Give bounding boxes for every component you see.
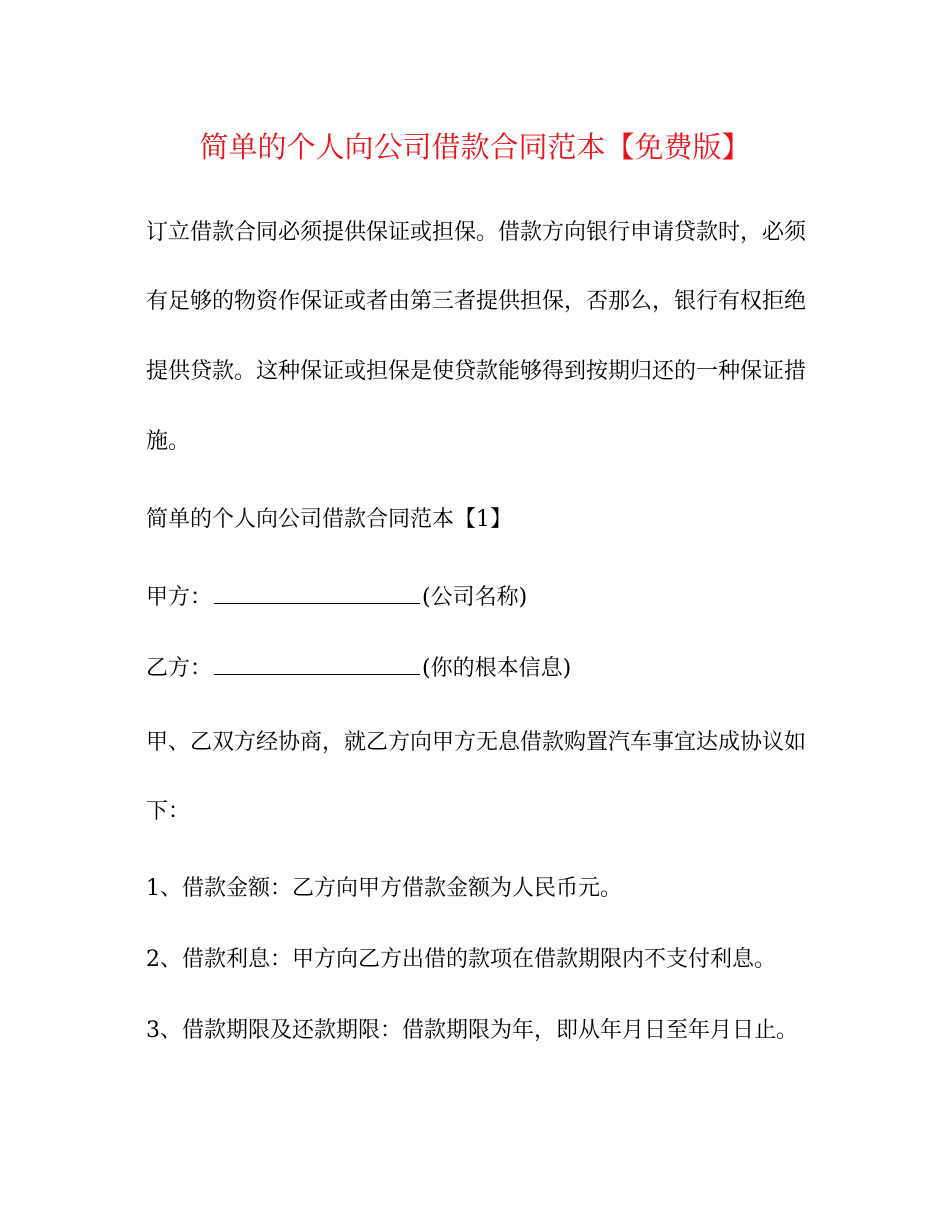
party-b-line — [146, 654, 571, 684]
clause-3: 3、借款期限及还款期限：借款期限为年，即从年月日至年月日止。 — [146, 1018, 798, 1043]
agreement-line-1: 甲、乙双方经协商，就乙方向甲方无息借款购置汽车事宜达成协议如 — [146, 730, 807, 755]
party-a-label: 甲方： — [146, 585, 213, 610]
party-a-line — [146, 583, 527, 613]
intro-line-2: 有足够的物资作保证或者由第三者提供担保，否那么，银行有权拒绝 — [146, 289, 807, 314]
clause-1: 1、借款金额：乙方向甲方借款金额为人民币元。 — [146, 876, 622, 901]
party-b-blank — [214, 654, 420, 675]
intro-line-3: 提供贷款。这种保证或担保是使贷款能够得到按期归还的一种保证措 — [146, 359, 807, 384]
party-b-label: 乙方： — [146, 656, 213, 681]
document-title: 简单的个人向公司借款合同范本【免费版】 — [199, 130, 751, 164]
party-b-note: (你的根本信息) — [422, 656, 572, 681]
sample-heading: 简单的个人向公司借款合同范本【1】 — [146, 507, 512, 532]
intro-line-4: 施。 — [146, 429, 191, 454]
party-a-blank — [214, 583, 420, 604]
clause-2: 2、借款利息：甲方向乙方出借的款项在借款期限内不支付利息。 — [146, 947, 776, 972]
agreement-line-2: 下： — [146, 799, 191, 824]
intro-line-1: 订立借款合同必须提供保证或担保。借款方向银行申请贷款时，必须 — [146, 220, 807, 245]
party-a-note: (公司名称) — [422, 585, 528, 610]
